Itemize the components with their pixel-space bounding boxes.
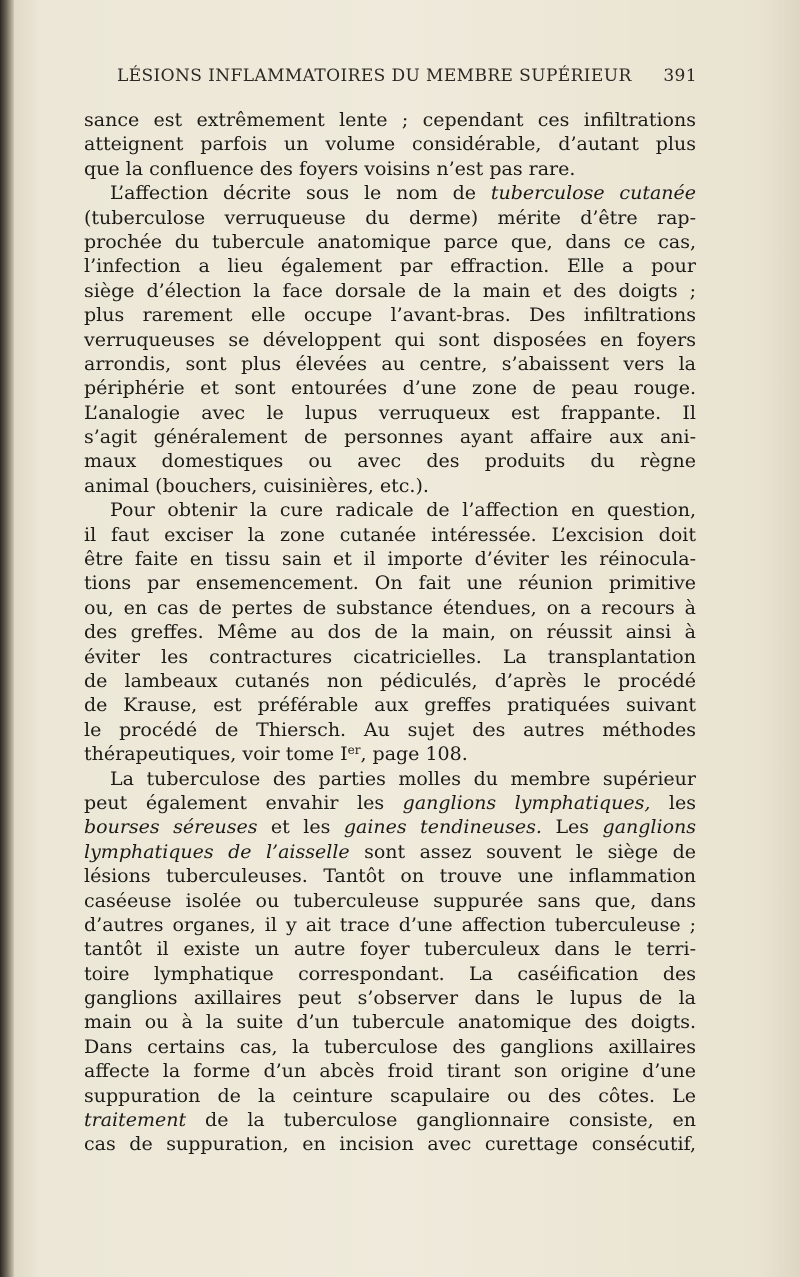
text-line: sance est extrêmement lente ; cependant ces infiltrations xyxy=(84,109,696,131)
text-line: affecte la forme d’un abcès froid tirant son origine d’une xyxy=(84,1060,696,1083)
text-line: l’infection a lieu également par effraction. Elle a pour xyxy=(84,255,696,278)
text-line: lésions tuberculeuses. Tantôt on trouve une inflammation xyxy=(84,865,696,888)
text-line: Dans certains cas, la tuberculose des ganglions axillaires xyxy=(84,1035,696,1058)
text-line: ganglions axillaires peut s’observer dans le lupus de la xyxy=(84,987,696,1010)
italic-term: bourses séreuses xyxy=(84,816,258,839)
text-line: arrondis, sont plus élevées au centre, s’abaissent vers la xyxy=(84,352,696,375)
text-line: d’autres organes, il y ait trace d’une affection tuberculeuse ; xyxy=(84,913,696,936)
text-line: L’analogie avec le lupus verruqueux est frappante. Il xyxy=(84,401,696,424)
text-line: La tuberculose des parties molles du membre supérieur xyxy=(110,767,696,790)
text-line: de lambeaux cutanés non pédiculés, d’après le procédé xyxy=(84,669,696,692)
text-line: main ou à la suite d’un tubercule anatomique des doigts. xyxy=(84,1011,696,1034)
text-line: tions par ensemencement. On fait une réunion primitive xyxy=(84,572,696,595)
text-line: peut également envahir les ganglions lymphatiques, les xyxy=(84,791,696,814)
text-line: de Krause, est préférable aux greffes pratiquées suivant xyxy=(84,694,696,717)
page-number: 391 xyxy=(663,66,697,86)
text-line: verruqueuses se développent qui sont disposées en foyers xyxy=(84,328,696,351)
text-line: tantôt il existe un autre foyer tuberculeux dans le terri- xyxy=(84,938,696,961)
text-line: thérapeutiques, voir tome Ier, page 108. xyxy=(84,743,468,766)
text-line: cas de suppuration, en incision avec curettage consécutif, xyxy=(84,1133,696,1156)
italic-term: lymphatiques de l’aisselle xyxy=(84,840,350,863)
text-line: ou, en cas de pertes de substance étendues, on a recours à xyxy=(84,596,696,619)
text-line: être faite en tissu sain et il importe d’éviter les réinocula- xyxy=(84,548,696,571)
italic-term: tuberculose cutanée xyxy=(490,182,697,205)
body-text xyxy=(84,108,696,1157)
text-line: plus rarement elle occupe l’avant-bras. Des infiltrations xyxy=(84,304,696,327)
running-head xyxy=(117,66,697,90)
text-line: toire lymphatique correspondant. La caséification des xyxy=(84,962,696,985)
text-line: s’agit généralement de personnes ayant affaire aux ani- xyxy=(84,426,696,449)
running-head-title: LÉSIONS INFLAMMATOIRES DU MEMBRE SUPÉRIEUR xyxy=(117,66,632,86)
text-line: L’affection décrite sous le nom de tuberculose cutanée xyxy=(110,182,697,205)
text-line: maux domestiques ou avec des produits du règne xyxy=(84,450,696,473)
text-line: bourses séreuses et les gaines tendineuses. Les ganglions xyxy=(84,816,697,839)
text-line: éviter les contractures cicatricielles. La transplantation xyxy=(84,645,696,668)
italic-term: ganglions lymphatiques, xyxy=(402,791,651,814)
text-line: périphérie et sont entourées d’une zone de peau rouge. xyxy=(84,377,696,400)
italic-term: traitement xyxy=(84,1109,187,1132)
book-binding-edge xyxy=(0,0,14,1277)
text-line: il faut exciser la zone cutanée intéressée. L’excision doit xyxy=(84,523,696,546)
text-line: des greffes. Même au dos de la main, on réussit ainsi à xyxy=(84,621,696,644)
text-line: lymphatiques de l’aisselle sont assez souvent le siège de xyxy=(84,840,696,863)
italic-term: ganglions xyxy=(602,816,697,839)
text-line: caséeuse isolée ou tuberculeuse suppurée sans que, dans xyxy=(84,889,696,912)
superscript: er xyxy=(347,743,361,758)
text-line: prochée du tubercule anatomique parce que, dans ce cas, xyxy=(84,230,696,253)
text-line: animal (bouchers, cuisinières, etc.). xyxy=(84,474,429,497)
text-line: suppuration de la ceinture scapulaire ou des côtes. Le xyxy=(84,1084,696,1107)
text-line: le procédé de Thiersch. Au sujet des autres méthodes xyxy=(84,718,696,741)
text-line: traitement de la tuberculose ganglionnaire consiste, en xyxy=(84,1109,696,1132)
text-line: atteignent parfois un volume considérable, d’autant plus xyxy=(84,133,696,156)
text-line: que la confluence des foyers voisins n’est pas rare. xyxy=(84,157,576,180)
italic-term: gaines tendineuses. xyxy=(343,816,542,839)
text-line: siège d’élection la face dorsale de la main et des doigts ; xyxy=(84,279,696,302)
text-line: (tuberculose verruqueuse du derme) mérite d’être rap- xyxy=(84,206,696,229)
text-line: Pour obtenir la cure radicale de l’affection en question, xyxy=(110,499,696,522)
